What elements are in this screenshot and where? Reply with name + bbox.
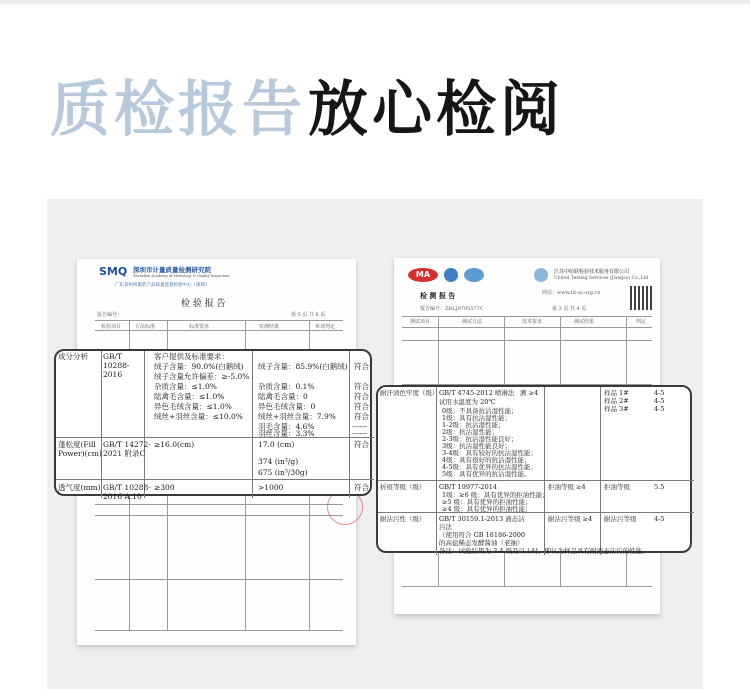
sample-label: 样品 3# xyxy=(604,405,629,413)
smq-logo: SMQ xyxy=(99,265,128,278)
oil-repellency-item: 折痕等级（级） xyxy=(380,483,426,491)
verdict: 符合 xyxy=(354,402,369,411)
result-line: 异色毛绒含量：0 xyxy=(258,402,316,411)
fill-power-result: 374 (in³/g) xyxy=(258,457,299,466)
fill-power-verdict: 符合 xyxy=(354,440,369,449)
req-line: 绒子含量：90.0%(白鹅绒) xyxy=(154,362,244,371)
col-header-requirement: 标准要求 xyxy=(189,324,210,330)
grade-line: 3-4级：具有较好的抗沾湿性能； xyxy=(442,449,537,457)
verdict: 符合 xyxy=(354,382,369,391)
verdict: 符合 xyxy=(354,392,369,401)
req-line: 杂质含量：≤1.0% xyxy=(154,382,217,391)
req-line: 绒丝+羽丝含量：≤10.0% xyxy=(154,412,243,421)
grade-line: 2级：抗沾湿性能； xyxy=(442,428,499,436)
stain-method-line: （使用符合 GB 18186-2000 xyxy=(439,531,526,539)
sample-label: 样品 1# xyxy=(604,389,629,397)
col-header-test-item: 测试项目 xyxy=(410,319,431,325)
grade-line: 4级：具有很好的抗沾湿性能； xyxy=(442,456,531,464)
stain-method-line: 污法 xyxy=(439,523,452,531)
req-line: 异色毛绒含量：≤1.0% xyxy=(154,402,232,411)
stain-req: 耐沾污等级 ≥4 xyxy=(548,515,593,523)
qr-code xyxy=(630,286,654,310)
col-header-test-result: 测试结果 xyxy=(574,319,595,325)
fill-power-std: GB/T 14272- xyxy=(103,440,151,449)
website: 网站：www.fd-sz.org.cn xyxy=(542,290,601,296)
top-divider xyxy=(0,0,750,4)
inspection-center-subtitle: 广东省纺织服装产品质量监督检验中心（深圳） xyxy=(115,283,210,288)
result-line: 陆禽毛含量：0 xyxy=(258,392,308,401)
stain-result: 4-5 xyxy=(654,515,665,523)
air-permeability-req: ≥300 xyxy=(154,483,175,492)
grade-line: 1级：具有抗沾湿性能； xyxy=(442,414,512,422)
sample-label: 样品 2# xyxy=(604,397,629,405)
company-logo xyxy=(534,268,548,282)
company-name-en: United Testing Services (Jiangsu) Co.,Ltd xyxy=(554,276,649,281)
page-indicator: 第 5 页 共 6 页 xyxy=(291,312,326,318)
col-header-item: 检验项目 xyxy=(101,324,122,330)
oil-grade-line: 1级：≥6 级：具有优异的拒油性能； xyxy=(442,491,549,499)
headline-rest-assured: 放心检阅 xyxy=(308,75,564,145)
fill-power-std: 2021 附录C xyxy=(103,449,146,458)
ilac-logo xyxy=(444,268,458,282)
air-permeability-item: 透气度(mm) xyxy=(58,483,101,492)
fill-power-result: 675 (in³/30g) xyxy=(258,468,308,477)
air-permeability-std: 2016 A.10 xyxy=(103,492,142,501)
cnas-logo xyxy=(464,268,484,282)
verdict-dash: ------ xyxy=(352,422,368,431)
oil-result: 5.5 xyxy=(654,483,665,491)
grade-line: 0级：不具备抗沾湿性能； xyxy=(442,407,518,415)
page-indicator-right: 第 3 页 共 4 页 xyxy=(552,306,587,312)
result-line: 绒丝+羽丝含量：7.9% xyxy=(258,412,336,421)
water-resistance-item: 耐汗渍色牢度（级） xyxy=(380,389,439,397)
result-line: 杂质含量：0.1% xyxy=(258,382,315,391)
oil-grade-line: ≥4 级：具有优异的拒油性能； xyxy=(442,505,532,513)
oil-repellency-req: 拒油等级 ≥4 xyxy=(548,483,586,491)
air-permeability-result: >1000 xyxy=(258,483,284,492)
oil-grade-line: ≥5 级：具有优异的拒油性能； xyxy=(442,498,532,506)
verdict: 符合 xyxy=(354,362,369,371)
composition-std: GB/T 10288-2016 xyxy=(103,352,130,379)
req-line: 陆禽毛含量：≤1.0% xyxy=(154,392,225,401)
water-resistance-method: 试用水温度为 20℃ xyxy=(439,398,496,406)
air-permeability-verdict: 符合 xyxy=(354,483,369,492)
grade-line: 5级：具有优异的抗沾湿性能。 xyxy=(442,470,531,478)
stain-resistance-item: 耐沾污性（级） xyxy=(380,515,426,523)
institute-name-en: Shenzhen Academy of Metrology & Quality Inspection xyxy=(133,274,230,278)
headline-inspection-report: 质检报告 xyxy=(50,75,306,145)
sample-result: 4-5 xyxy=(654,405,665,413)
report-number-label: 报告编号： xyxy=(97,312,123,318)
col-header-result: 实测结果 xyxy=(259,324,280,330)
report-number-right: 报告编号：ZRLJ9795577C xyxy=(420,306,484,312)
grade-line: 4-5级：具有优异的抗沾湿性能； xyxy=(442,463,537,471)
ma-stamp: MA xyxy=(408,268,438,282)
fill-power-item: Power)(cm) xyxy=(58,449,102,458)
grade-line: 2-3级：抗沾湿性能良好； xyxy=(442,435,518,443)
col-header-test-method: 测试方法 xyxy=(462,319,483,325)
sample-result: 4-5 xyxy=(654,389,665,397)
fill-power-result: 17.0 (cm) xyxy=(258,440,295,449)
verdict: 符合 xyxy=(354,412,369,421)
headline xyxy=(0,75,750,145)
col-header-judgement: 判定 xyxy=(636,319,647,325)
sample-result: 4-5 xyxy=(654,397,665,405)
verdict-dash: ------ xyxy=(352,429,368,438)
col-header-tech-req: 技术要求 xyxy=(522,319,543,325)
req-line: 绒子含量允许偏差：≥-5.0% xyxy=(154,372,250,381)
stain-result-label: 耐沾污等级 xyxy=(604,515,637,523)
grade-line: 3级：抗沾湿性能良好； xyxy=(442,442,512,450)
result-line: 羽丝含量：3.3% xyxy=(258,429,315,438)
fill-power-item: 蓬松度(Fill xyxy=(58,440,96,449)
stain-method-line: GB/T 30159.1-2013 液态沾 xyxy=(439,515,525,523)
composition-item: 成分分析 xyxy=(58,352,88,361)
grade-line: 1-2级：抗沾湿性能； xyxy=(442,421,505,429)
left-magnified-callout xyxy=(54,349,372,501)
fill-power-req: ≥16.0(cm) xyxy=(154,440,195,449)
req-line: 客户提供及标准要求： xyxy=(154,352,229,361)
oil-repellency-method: GB/T 19977-2014 xyxy=(439,483,497,491)
col-header-verdict: 单项判定 xyxy=(315,324,336,330)
water-resistance-method: GB/T 4745-2012 喷淋法 xyxy=(439,389,515,397)
company-name: 江苏中纺联检验技术服务有限公司 xyxy=(554,269,630,275)
stain-method-line: 的高盐稀态发酵酱油（老抽） xyxy=(439,539,524,547)
result-line: 绒子含量：85.9%(白鹅绒) xyxy=(258,362,348,371)
air-permeability-std: GB/T 10288- xyxy=(103,483,151,492)
water-resistance-req: 测 ≥4 xyxy=(520,389,539,397)
stain-note: 备注：试验结果为 3-4 级及以上时，即认为样品具有耐液态沾污的性能。 xyxy=(439,547,649,555)
col-header-method: 方法标准 xyxy=(135,324,156,330)
oil-result-label: 拒油等级 xyxy=(604,483,630,491)
institute-name: 深圳市计量质量检测研究院 xyxy=(133,266,211,274)
report-title: 检 验 报 告 xyxy=(181,299,226,309)
report-title-right: 检 测 报 告 xyxy=(420,292,456,300)
right-magnified-callout xyxy=(376,385,692,553)
result-line: 羽毛含量：4.6% xyxy=(258,422,315,431)
